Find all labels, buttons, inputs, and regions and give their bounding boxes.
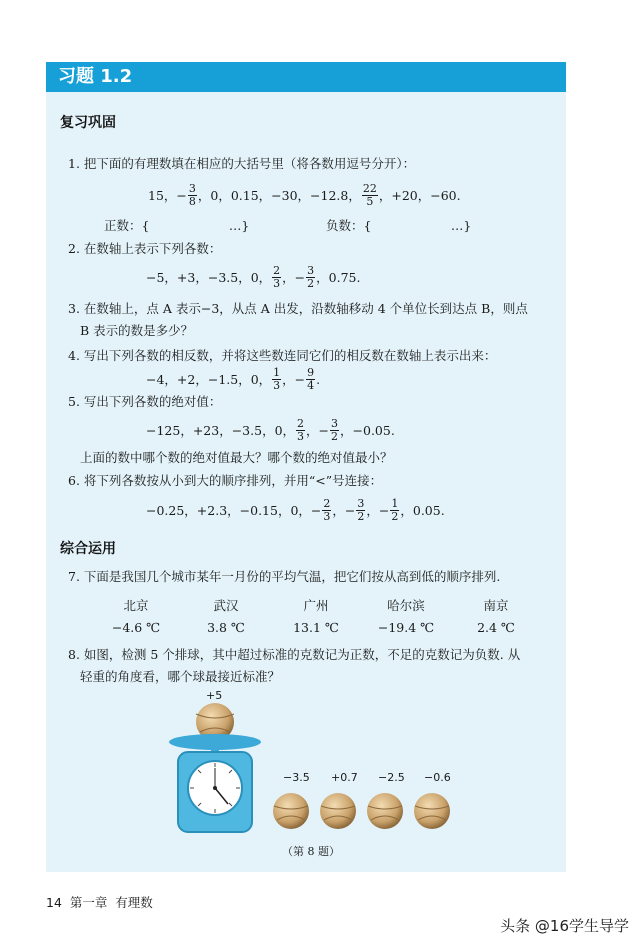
q1-nums-b: ，0，0.15，−30，−12.8， [197, 188, 361, 203]
q6-frac-3: $\frac{1}{2}$ [391, 496, 399, 523]
q4-frac-2: $\frac{9}{4}$ [307, 365, 315, 392]
volleyball [414, 793, 450, 829]
q6-text: 6. 将下列各数按从小到大的顺序排列，并用“<”号连接： [68, 473, 383, 488]
q3-line-1: 3. 在数轴上，点 A 表示−3，从点 A 出发，沿数轴移动 4 个单位长到达点 B，则点 [68, 301, 528, 316]
q4-nums-b: ，− [282, 372, 306, 387]
watermark: 头条 @16学生导学 [500, 917, 629, 935]
q5-frac-1: $\frac{2}{3}$ [297, 416, 305, 443]
q1-nums-c: ，+20，−60. [378, 188, 461, 203]
q7-city-row [96, 596, 536, 614]
figure-caption: （第 8 题） [282, 845, 340, 858]
page-footer: 14 第一章 有理数 [46, 895, 153, 910]
q7-text: 7. 下面是我国几个城市某年一月份的平均气温，把它们按从高到低的顺序排列. [68, 569, 501, 584]
city-name: 武汉 [213, 598, 239, 613]
ball-label: −2.5 [378, 771, 405, 784]
section-review-heading: 复习巩固 [60, 115, 116, 131]
volleyball [320, 793, 356, 829]
q4-text: 4. 写出下列各数的相反数，并将这些数连同它们的相反数在数轴上表示出来： [68, 348, 497, 363]
weighing-scale-illustration [160, 700, 270, 840]
q2-nums-b: ，− [282, 270, 306, 285]
q4-frac-1: $\frac{1}{3}$ [273, 365, 281, 392]
q6-nums-b: ，− [332, 503, 356, 518]
q2-frac-2: $\frac{3}{2}$ [307, 263, 315, 290]
q1-text: 1. 把下面的有理数填在相应的大括号里（将各数用逗号分开）： [68, 156, 416, 171]
ball-label: +0.7 [331, 771, 358, 784]
q6-nums-a: −0.25，+2.3，−0.15，0，− [146, 503, 322, 518]
q4-nums-c: . [316, 371, 321, 387]
q3-line-2: B 表示的数是多少？ [80, 323, 194, 338]
section-apply-heading: 综合运用 [60, 541, 116, 557]
q5-frac-2: $\frac{3}{2}$ [331, 416, 339, 443]
q2-numbers [146, 262, 360, 292]
q4-numbers [146, 364, 320, 394]
volleyball [273, 793, 309, 829]
city-name: 哈尔滨 [387, 598, 425, 613]
q5-numbers [146, 415, 395, 445]
q7-temp-row [96, 620, 536, 635]
city-temp: −19.4 ℃ [377, 620, 435, 635]
q1-frac-2: $\frac{22}{5}$ [362, 181, 377, 208]
ball-label: −3.5 [283, 771, 310, 784]
exercise-title: 习题 1.2 [46, 62, 566, 92]
city-name: 北京 [123, 598, 149, 613]
q1-positive-set: 正数：{ …} [104, 218, 250, 233]
q6-frac-1: $\frac{2}{3}$ [323, 496, 331, 523]
q5-follow-up: 上面的数中哪个数的绝对值最大？哪个数的绝对值最小？ [80, 450, 393, 465]
q6-nums-d: ，0.05. [400, 503, 445, 518]
q5-nums-c: ，−0.05. [340, 423, 395, 438]
q2-text: 2. 在数轴上表示下列各数： [68, 241, 222, 256]
q4-nums-a: −4，+2，−1.5，0， [146, 372, 272, 387]
q5-nums-b: ，− [306, 423, 330, 438]
city-temp: 2.4 ℃ [477, 620, 515, 635]
city-temp: −4.6 ℃ [111, 620, 161, 635]
q1-nums-a: 15，− [148, 188, 187, 203]
q1-negative-set: 负数：{ …} [326, 218, 472, 233]
q6-nums-c: ，− [366, 503, 390, 518]
q6-numbers [146, 495, 445, 525]
q1-frac-1: $\frac{3}{8}$ [188, 181, 196, 208]
q5-text: 5. 写出下列各数的绝对值： [68, 394, 222, 409]
q2-frac-1: $\frac{2}{3}$ [273, 263, 281, 290]
city-temp: 3.8 ℃ [207, 620, 245, 635]
city-temp: 13.1 ℃ [293, 620, 339, 635]
q1-numbers [148, 180, 461, 210]
q8-line-1: 8. 如图，检测 5 个排球，其中超过标准的克数记为正数，不足的克数记为负数. 从 [68, 647, 521, 662]
scale-ball-label: +5 [206, 689, 223, 702]
volleyball [367, 793, 403, 829]
q6-frac-2: $\frac{3}{2}$ [357, 496, 365, 523]
volleyballs-row [270, 790, 460, 832]
q8-line-2: 轻重的角度看，哪个球最接近标准？ [80, 669, 281, 684]
q2-nums-c: ，0.75. [316, 270, 361, 285]
q2-nums-a: −5，+3，−3.5，0， [146, 270, 272, 285]
city-name: 广州 [303, 598, 329, 613]
ball-label: −0.6 [424, 771, 451, 784]
city-name: 南京 [483, 598, 509, 613]
q5-nums-a: −125，+23，−3.5，0， [146, 423, 296, 438]
